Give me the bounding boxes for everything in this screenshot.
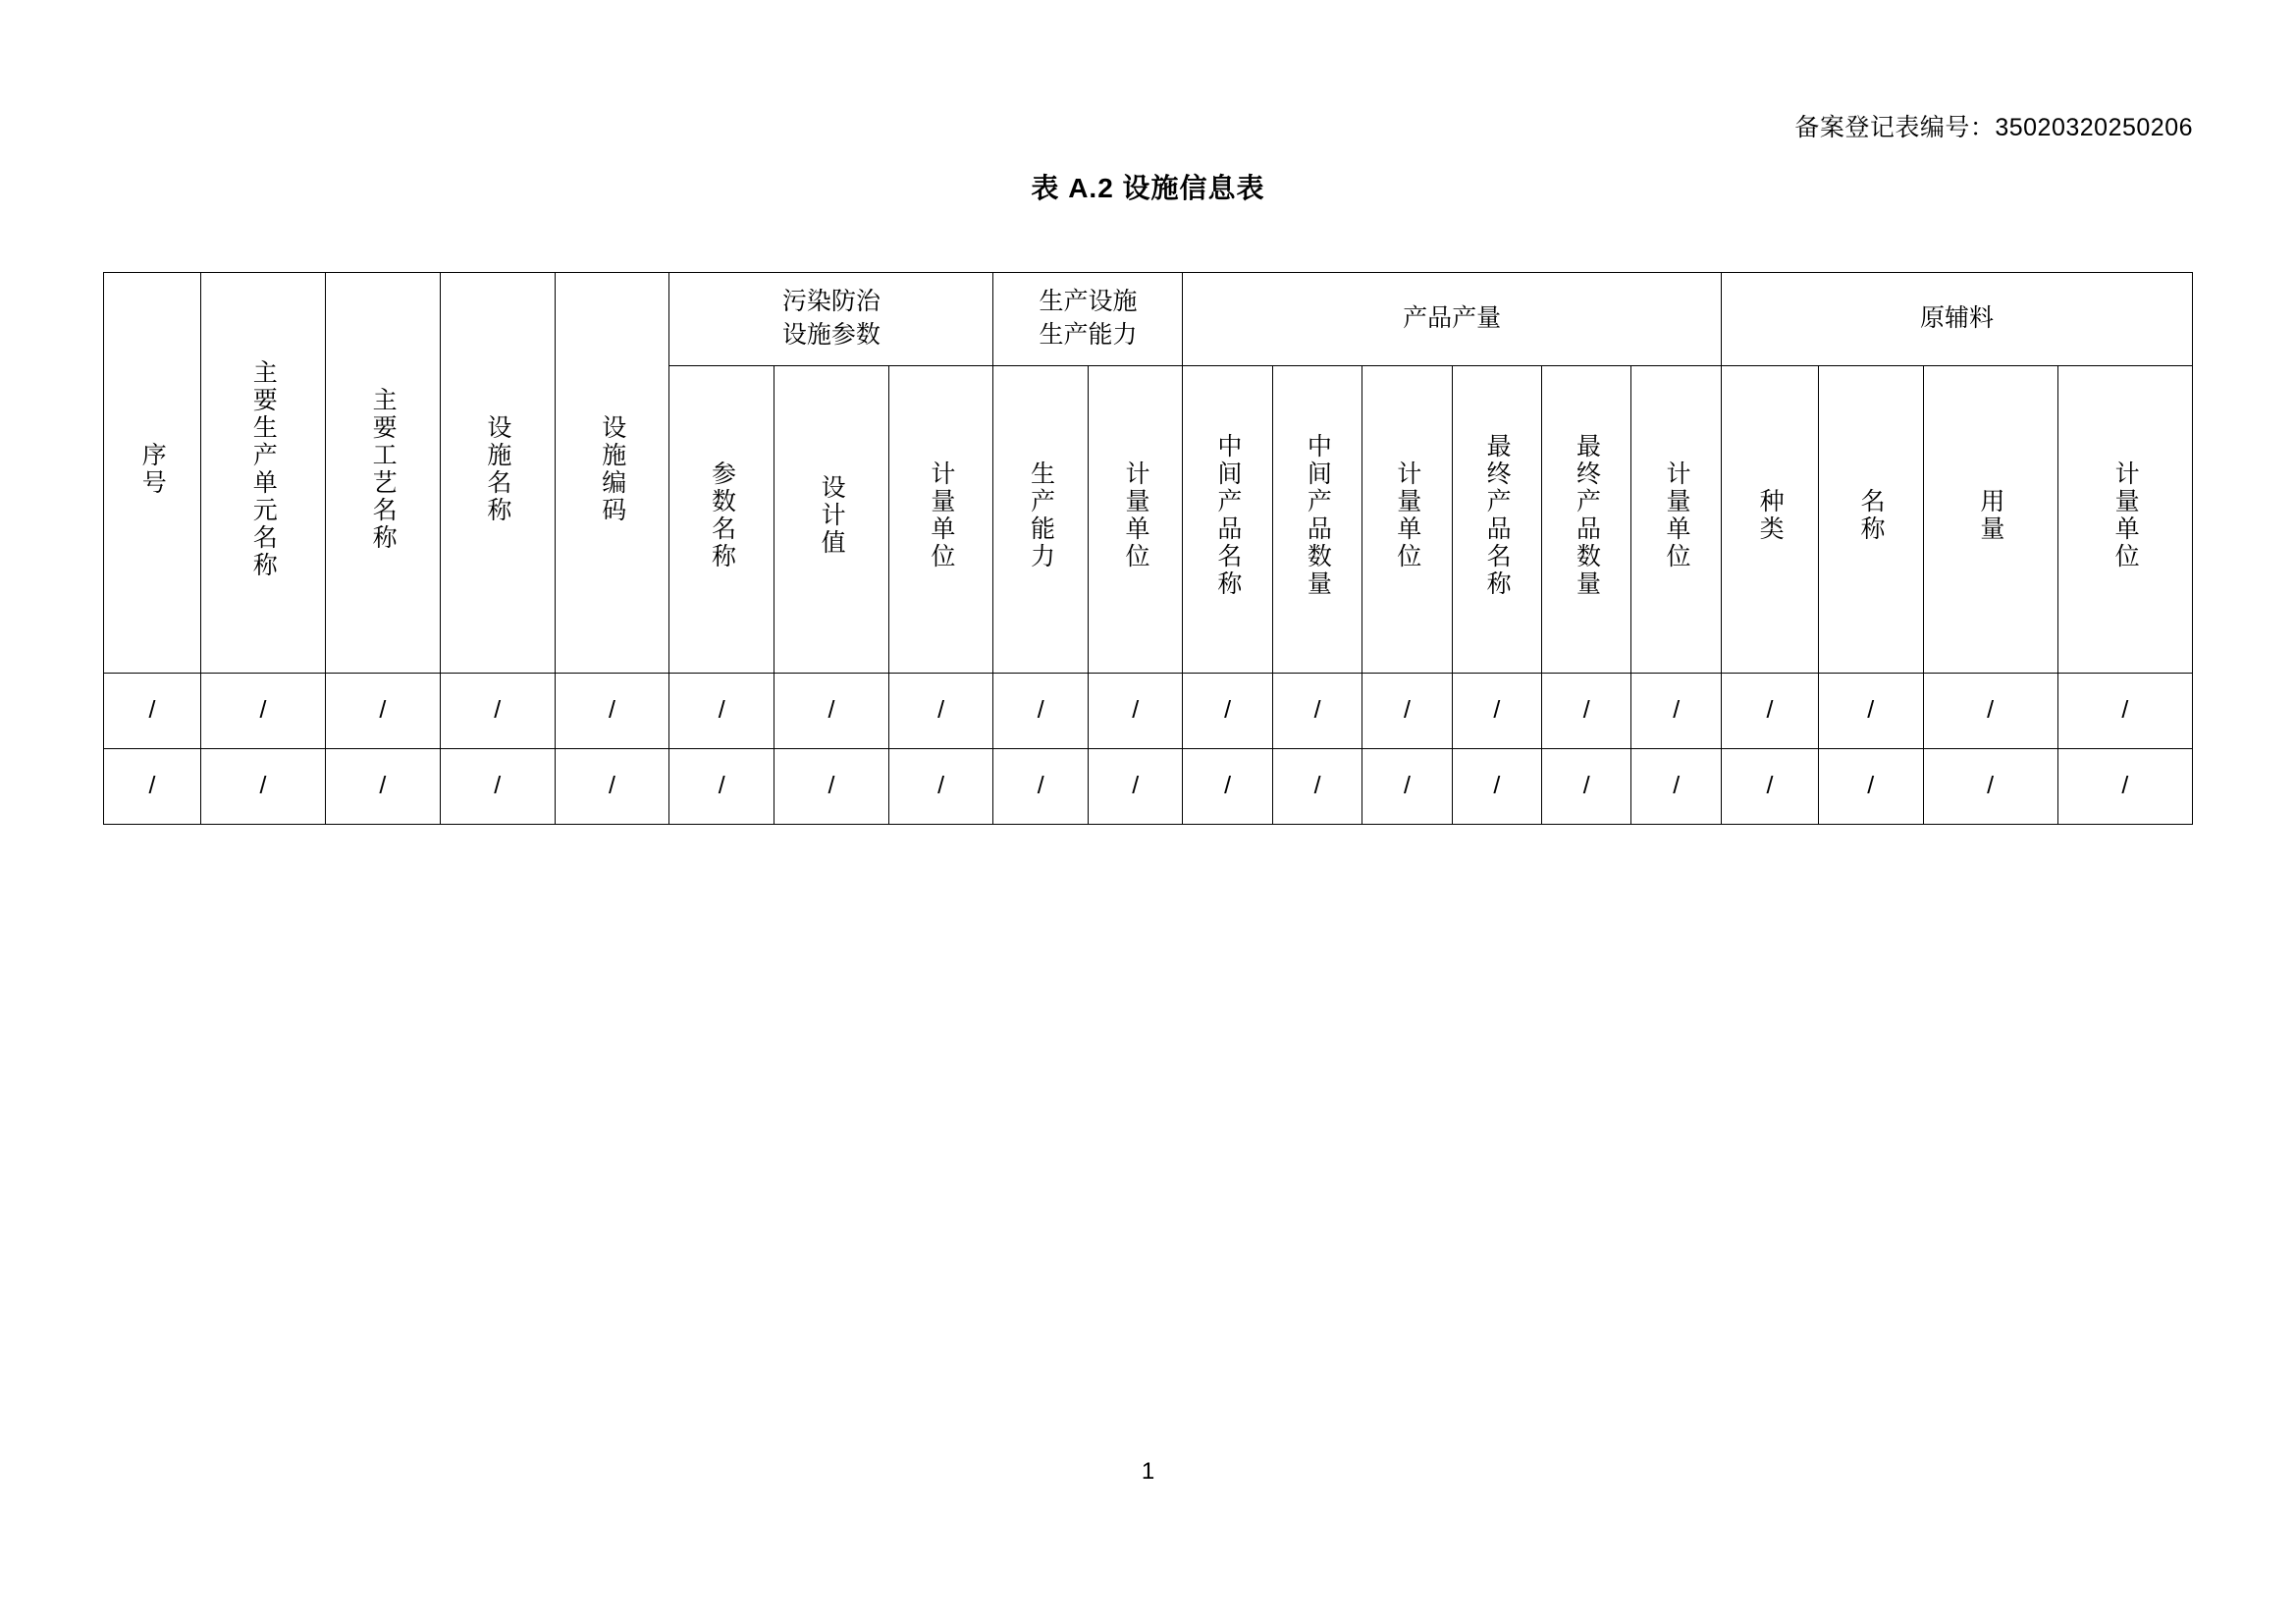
group-header-production-capacity [993,273,1183,366]
cell-material-amount: / [1923,674,2057,749]
registration-number [1794,108,2193,143]
cell-facility-code: / [555,749,669,825]
cell-intermediate-unit: / [1362,674,1452,749]
header-capacity-unit: 计量单位 [1088,366,1183,674]
cell-design-value: / [774,749,889,825]
header-facility-name: 设施名称 [440,273,555,674]
cell-production-capacity: / [993,674,1088,749]
cell-seq: / [104,674,201,749]
cell-material-name: / [1818,674,1923,749]
registration-label: 备案登记表编号： [1794,114,1996,141]
cell-main-process-name: / [325,674,440,749]
cell-production-capacity: / [993,749,1088,825]
cell-final-product-qty: / [1542,674,1631,749]
header-intermediate-product-qty: 中间产品数量 [1272,366,1362,674]
header-param-name: 参数名称 [669,366,774,674]
header-final-unit: 计量单位 [1631,366,1721,674]
registration-value: 35020320250206 [1995,114,2193,141]
cell-facility-name: / [440,674,555,749]
group-header-pollution-control-line2: 设施参数 [781,321,881,349]
table-row [104,674,2193,749]
page-number: 1 [1141,1458,1155,1485]
cell-param-name: / [669,674,774,749]
cell-intermediate-product-qty: / [1272,674,1362,749]
cell-final-unit: / [1631,674,1721,749]
cell-material-name: / [1818,749,1923,825]
cell-final-unit: / [1631,749,1721,825]
header-param-unit: 计量单位 [888,366,993,674]
group-header-pollution-control [669,273,993,366]
header-intermediate-product-name: 中间产品名称 [1183,366,1272,674]
cell-seq: / [104,749,201,825]
header-material-amount: 用量 [1923,366,2057,674]
cell-intermediate-product-name: / [1183,749,1272,825]
header-material-type: 种类 [1721,366,1818,674]
cell-material-unit: / [2057,749,2192,825]
header-production-capacity: 生产能力 [993,366,1088,674]
header-intermediate-unit: 计量单位 [1362,366,1452,674]
group-header-production-capacity-line1: 生产设施 [1039,288,1138,316]
header-main-production-unit-name: 主要生产单元名称 [201,273,326,674]
group-header-raw-materials: 原辅料 [1721,273,2192,366]
cell-param-unit: / [888,749,993,825]
cell-material-type: / [1721,674,1818,749]
header-material-name: 名称 [1818,366,1923,674]
table-header-row-groups [104,273,2193,366]
cell-facility-code: / [555,674,669,749]
group-header-pollution-control-line1: 污染防治 [781,288,881,316]
header-seq: 序号 [104,273,201,674]
cell-final-product-qty: / [1542,749,1631,825]
cell-param-name: / [669,749,774,825]
header-final-product-qty: 最终产品数量 [1542,366,1631,674]
cell-capacity-unit: / [1088,674,1183,749]
header-main-process-name: 主要工艺名称 [325,273,440,674]
cell-main-process-name: / [325,749,440,825]
cell-final-product-name: / [1452,674,1541,749]
header-final-product-name: 最终产品名称 [1452,366,1541,674]
cell-design-value: / [774,674,889,749]
cell-param-unit: / [888,674,993,749]
cell-intermediate-product-qty: / [1272,749,1362,825]
header-design-value: 设计值 [774,366,889,674]
cell-main-production-unit-name: / [201,674,326,749]
cell-intermediate-unit: / [1362,749,1452,825]
cell-material-amount: / [1923,749,2057,825]
page-title: 表 A.2 设施信息表 [1031,173,1265,203]
header-facility-code: 设施编码 [555,273,669,674]
facility-information-table [103,272,2193,825]
header-material-unit: 计量单位 [2057,366,2192,674]
cell-material-unit: / [2057,674,2192,749]
table-row [104,749,2193,825]
cell-material-type: / [1721,749,1818,825]
group-header-production-capacity-line2: 生产能力 [1039,321,1138,349]
cell-main-production-unit-name: / [201,749,326,825]
group-header-product-output: 产品产量 [1183,273,1721,366]
cell-final-product-name: / [1452,749,1541,825]
cell-intermediate-product-name: / [1183,674,1272,749]
cell-facility-name: / [440,749,555,825]
cell-capacity-unit: / [1088,749,1183,825]
